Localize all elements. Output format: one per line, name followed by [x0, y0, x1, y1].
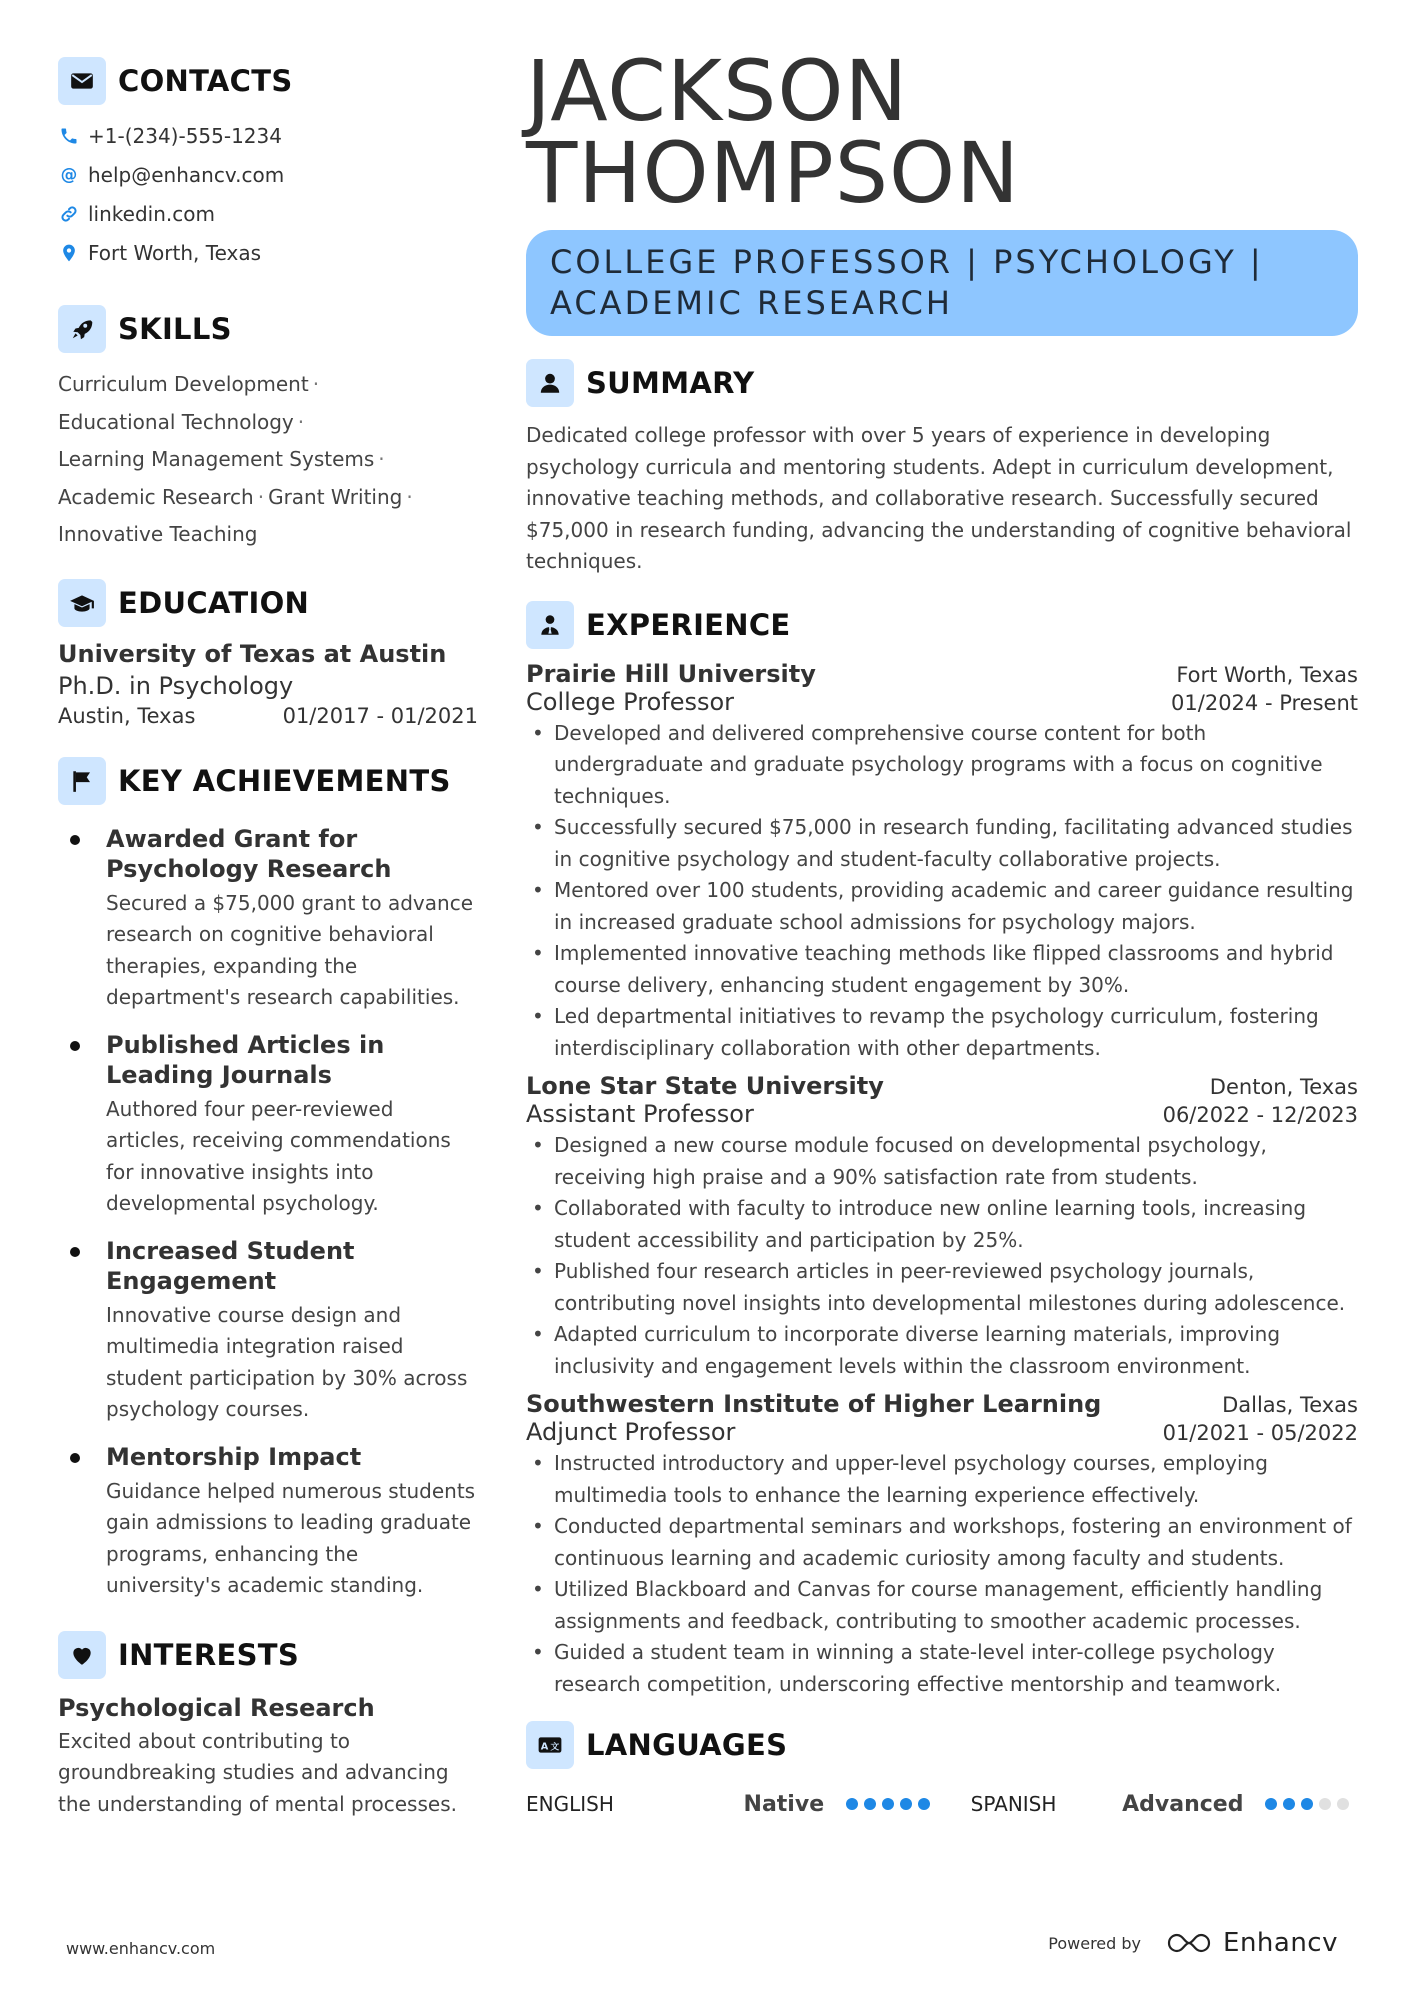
job-bullets — [526, 1130, 1358, 1382]
rating-dot — [864, 1798, 876, 1810]
job-role: Assistant Professor — [526, 1100, 754, 1128]
job-location: Dallas, Texas — [1222, 1393, 1358, 1417]
languages-title: LANGUAGES — [586, 1728, 788, 1762]
skill-item: Curriculum Development — [58, 372, 309, 396]
envelope-icon — [58, 57, 106, 105]
job-role: Adjunct Professor — [526, 1418, 736, 1446]
rating-dot — [846, 1798, 858, 1810]
job-bullet: • Successfully secured $75,000 in research funding, facilitating advanced studies in cognitive psychology and student-faculty collaborative projects. — [526, 812, 1358, 875]
job-bullet: • Developed and delivered comprehensive course content for both undergraduate and graduate psychology programs with a focus on cognitive techniques. — [526, 718, 1358, 813]
location-text: Fort Worth, Texas — [88, 240, 262, 265]
phone-text[interactable]: +1-(234)-555-1234 — [88, 123, 282, 148]
achievement-item — [58, 1442, 478, 1602]
interest-title: Psychological Research — [58, 1693, 375, 1722]
job-company: Prairie Hill University — [526, 659, 816, 688]
job-dates: 06/2022 - 12/2023 — [1162, 1103, 1358, 1127]
rating-dot — [1301, 1798, 1313, 1810]
bullet-icon — [70, 835, 80, 845]
language-name: ENGLISH — [526, 1792, 614, 1816]
last-name: THOMPSON — [526, 124, 1020, 222]
footer-website[interactable]: www.enhancv.com — [66, 1939, 216, 1958]
job-bullet: • Utilized Blackboard and Canvas for course management, efficiently handling assignments and feedback, contributing to smoother academic processes. — [526, 1574, 1358, 1637]
contact-location — [58, 233, 478, 272]
language-name: SPANISH — [970, 1792, 1057, 1816]
first-name: JACKSON — [526, 42, 909, 140]
summary-title: SUMMARY — [586, 366, 755, 400]
achievement-desc: Authored four peer-reviewed articles, receiving commendations for innovative insights into developmental psychology. — [106, 1096, 451, 1215]
job-location: Fort Worth, Texas — [1176, 662, 1358, 687]
skill-item: Grant Writing — [268, 484, 403, 509]
heart-icon — [58, 1631, 106, 1679]
language-level: Native — [743, 1791, 825, 1817]
job-dates: 01/2021 - 05/2022 — [1162, 1421, 1358, 1445]
footer-branding — [1048, 1928, 1338, 1958]
skill-item: Academic Research — [58, 484, 254, 509]
job-bullet: • Collaborated with faculty to introduce new online learning tools, increasing student accessibility and participation by 25%. — [526, 1193, 1358, 1256]
languages-list — [526, 1784, 1358, 1824]
svg-text:@: @ — [60, 164, 78, 184]
rating-dot — [900, 1798, 912, 1810]
rating-dot — [1265, 1798, 1277, 1810]
skill-item: Educational Technology — [58, 409, 294, 434]
location-pin-icon — [58, 242, 80, 264]
email-link[interactable]: help@enhancv.com — [88, 162, 285, 187]
achievement-item — [58, 824, 478, 1014]
skill-item: Innovative Teaching — [58, 522, 258, 546]
experience-header — [526, 600, 1358, 650]
job-dates: 01/2024 - Present — [1171, 690, 1358, 715]
experience-title: EXPERIENCE — [586, 607, 791, 642]
education-degree: Ph.D. in Psychology — [58, 671, 294, 700]
contacts-header — [58, 56, 478, 106]
interests-header — [58, 1630, 478, 1680]
at-sign-icon — [58, 164, 80, 186]
achievements-title: KEY ACHIEVEMENTS — [118, 763, 451, 798]
contact-linkedin — [58, 194, 478, 233]
job-bullets — [526, 718, 1358, 1065]
skills-list: Curriculum Development · Educational Technology · Learning Management Systems · Academic Research · Grant Writing · Innovative Teaching — [58, 372, 413, 546]
language-rating — [1265, 1798, 1358, 1810]
graduation-cap-icon — [58, 579, 106, 627]
language-level: Advanced — [1122, 1791, 1244, 1817]
interests-title: INTERESTS — [118, 1637, 300, 1672]
achievements-header — [58, 756, 478, 806]
job-entry — [526, 660, 1358, 1065]
job-bullet: • Mentored over 100 students, providing academic and career guidance resulting in increased graduate school admissions for psychology majors. — [526, 875, 1358, 938]
job-bullet: • Published four research articles in peer-reviewed psychology journals, contributing novel insights into developmental milestones during adolescence. — [526, 1256, 1358, 1319]
education-dates: 01/2017 - 01/2021 — [282, 703, 478, 728]
contact-phone — [58, 116, 478, 155]
job-bullet: • Led departmental initiatives to revamp the psychology curriculum, fostering interdisciplinary collaboration with other departments. — [526, 1001, 1358, 1064]
achievement-title: Awarded Grant for Psychology Research — [106, 824, 392, 883]
summary-header — [526, 358, 1358, 408]
job-role: College Professor — [526, 687, 735, 716]
job-bullet: • Conducted departmental seminars and workshops, fostering an environment of continuous learning and academic curiosity among faculty and students. — [526, 1511, 1358, 1574]
svg-text:文: 文 — [550, 1742, 560, 1753]
contacts-title: CONTACTS — [118, 64, 293, 98]
job-title-banner: COLLEGE PROFESSOR | PSYCHOLOGY | ACADEMIC RESEARCH — [526, 230, 1358, 336]
right-column — [526, 42, 1358, 1824]
bullet-icon — [70, 1453, 80, 1463]
job-company: Southwestern Institute of Higher Learning — [526, 1390, 1102, 1418]
flag-icon — [58, 757, 106, 805]
powered-by-text: Powered by — [1048, 1933, 1142, 1953]
bullet-icon — [70, 1041, 80, 1051]
left-column — [58, 56, 478, 1820]
achievement-title: Published Articles in Leading Journals — [106, 1030, 385, 1089]
achievement-title: Mentorship Impact — [106, 1442, 362, 1471]
skills-title: SKILLS — [118, 312, 232, 346]
briefcase-user-icon — [526, 601, 574, 649]
language-rating — [846, 1798, 939, 1810]
rocket-icon — [58, 305, 106, 353]
job-bullet: • Instructed introductory and upper-level psychology courses, employing multimedia tools to enhance the learning experience effectively. — [526, 1448, 1358, 1511]
achievement-item — [58, 1236, 478, 1426]
education-school: University of Texas at Austin — [58, 639, 447, 668]
achievement-desc: Guidance helped numerous students gain admissions to leading graduate programs, enhancing the university's academic standing. — [106, 1478, 476, 1597]
rating-dot — [918, 1798, 930, 1810]
skills-header — [58, 304, 478, 354]
job-bullets — [526, 1448, 1358, 1700]
education-location: Austin, Texas — [58, 703, 196, 728]
linkedin-link[interactable]: linkedin.com — [88, 201, 215, 226]
brand-name: Enhancv — [1223, 1928, 1338, 1958]
interest-desc: Excited about contributing to groundbreaking studies and advancing the understanding of mental processes. — [58, 1728, 457, 1816]
svg-text:A: A — [540, 1741, 549, 1753]
rating-dot — [882, 1798, 894, 1810]
achievement-desc: Secured a $75,000 grant to advance research on cognitive behavioral therapies, expanding the department's research capabilities. — [106, 890, 473, 1009]
education-title: EDUCATION — [118, 585, 310, 620]
phone-icon — [58, 125, 80, 147]
education-header — [58, 578, 478, 628]
enhancv-logo-icon — [1165, 1929, 1213, 1957]
rating-dot — [1319, 1798, 1331, 1810]
bullet-icon — [70, 1247, 80, 1257]
achievement-desc: Innovative course design and multimedia integration raised student participation by 30% across psychology courses. — [106, 1302, 468, 1421]
languages-header — [526, 1720, 1358, 1770]
job-entry — [526, 1390, 1358, 1700]
job-bullet: • Guided a student team in winning a state-level inter-college psychology research competition, underscoring effective mentorship and teamwork. — [526, 1637, 1358, 1700]
candidate-name — [526, 42, 1358, 222]
contact-email — [58, 155, 478, 194]
skill-item: Learning Management Systems — [58, 447, 375, 471]
achievement-title: Increased Student Engagement — [106, 1236, 355, 1295]
job-bullet: • Implemented innovative teaching methods like flipped classrooms and hybrid course delivery, enhancing student engagement by 30%. — [526, 938, 1358, 1001]
achievement-item — [58, 1030, 478, 1220]
job-bullet: • Designed a new course module focused on developmental psychology, receiving high praise and a 90% satisfaction rate from students. — [526, 1130, 1358, 1193]
user-icon — [526, 359, 574, 407]
language-icon — [526, 1721, 574, 1769]
link-icon — [58, 203, 80, 225]
education-meta — [58, 704, 478, 728]
job-location: Denton, Texas — [1209, 1075, 1358, 1099]
job-company: Lone Star State University — [526, 1072, 884, 1100]
job-entry — [526, 1072, 1358, 1382]
summary-text: Dedicated college professor with over 5 years of experience in developing psychology curricula and mentoring students. Adept in curriculum development, innovative teaching methods, and collaborative research. Successfully secured $75,000 in research funding, advancing the understanding of cognitive behavioral techniques. — [526, 423, 1352, 573]
job-bullet: • Adapted curriculum to incorporate diverse learning materials, improving inclusivity and engagement levels within the classroom environment. — [526, 1319, 1358, 1382]
rating-dot — [1283, 1798, 1295, 1810]
rating-dot — [1337, 1798, 1349, 1810]
